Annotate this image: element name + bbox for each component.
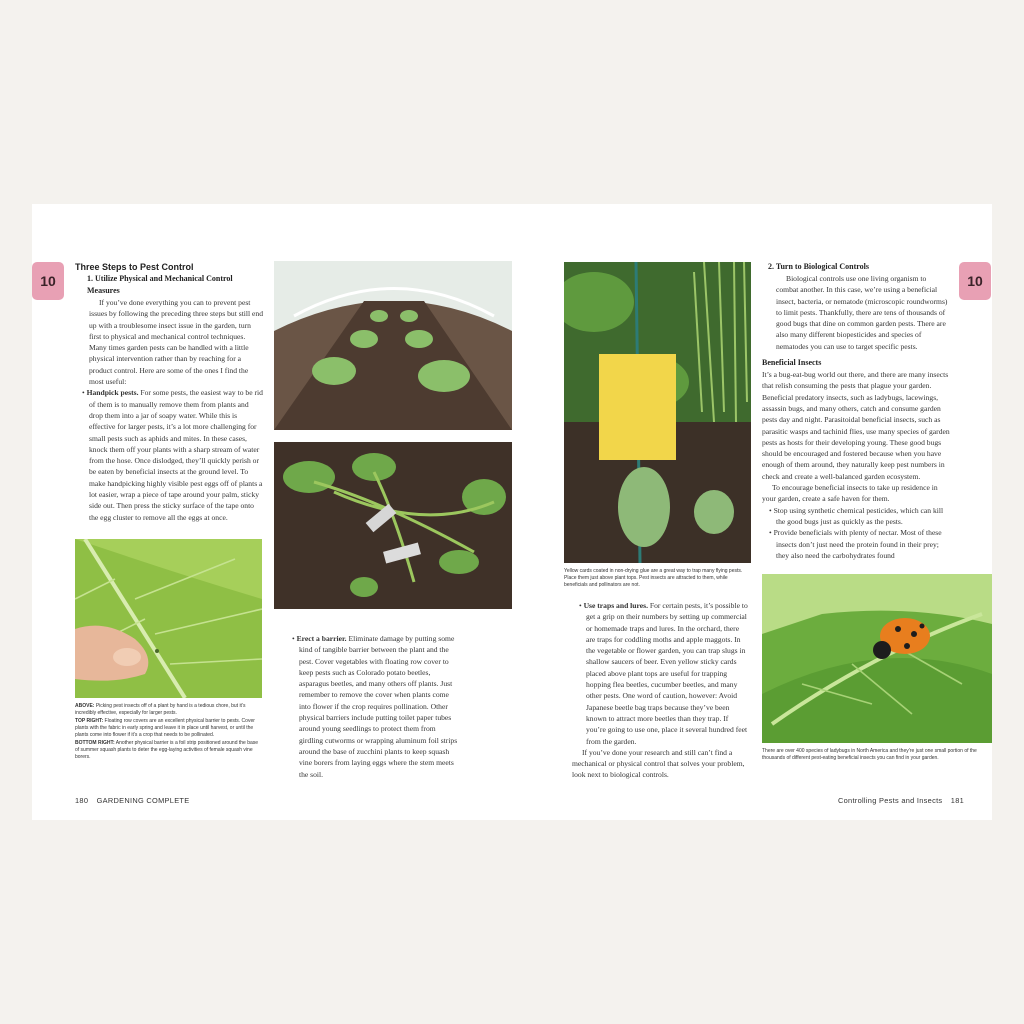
- ladybug-caption: There are over 400 species of ladybugs in North America and they’re just one small portion of the thousands of different pest-eating beneficial insects you can find in your garden.: [762, 748, 977, 761]
- caption-above: ABOVE: Picking pest insects off of a plant by hand is a tedious chore, but it’s incredibly effective, especially for larger pests.: [75, 703, 246, 716]
- barrier-item: • Erect a barrier. Eliminate damage by putting some kind of tangible barrier between the plant and the pest. Cover vegetables with floating row cover to keep pests such as Colorado potato beetles, asparagus beetles, and many others off plants. Just remember to remove the cover when plants come into flower if the crop requires pollination. Other physical barriers include putting toilet paper tubes around young seedlings to protect them from girdling cutworms or wrapping aluminum foil strips around the base of zucchini plants to keep squash vine borers from laying eggs where the stem meets the soil.: [292, 634, 458, 779]
- photo-sticky-card: [564, 262, 751, 563]
- section-title: Three Steps to Pest Control: [75, 262, 194, 272]
- handpick-body: For some pests, the easiest way to be rid of them is to manually remove them from plants and drop them into a jar of soapy water. While this is effective for larger pests, it’s a lot more challenging for small pests such as aphids and mites. In these cases, knock them off your plants with a sharp stream of water from the hose. Once dislodged, they’ll quickly perish or be eaten by beneficial insects at the ground level. To make handpicking highly visible pest eggs off of plants a lot easier, wrap a piece of tape around your palm, sticky side out. Then press the sticky surface of the tape onto the egg cluster to remove all the eggs at once.: [89, 388, 263, 522]
- traps-body: For certain pests, it’s possible to get a grip on their numbers by setting up commercial or homemade traps and lures. In the orchard, there are traps for coddling moths and apple maggots. In the vegetable or flower garden, you can trap slugs in shallow saucers of beer. Even yellow sticky cards placed above plant tops are useful for trapping hopping flea beetles, cucumber beetles, and many other pests. One word of caution, however: Avoid Japanese beetle bag traps because they’ve been known to attract more beetles than they trap. If you’re going to use one, place it several hundred feet from the garden.: [586, 601, 748, 746]
- right-folio: [838, 796, 964, 805]
- left-folio: [75, 796, 189, 805]
- right-column-1: [572, 600, 748, 781]
- chapter-tab-right: 10: [959, 262, 991, 300]
- beneficial-heading: Beneficial Insects: [762, 358, 822, 368]
- photo-handpicking: [75, 539, 262, 698]
- traps-item: • Use traps and lures. For certain pests, it’s possible to get a grip on their numbers by setting up commercial or homemade traps and lures. In the orchard, there are traps for coddling moths and apple maggots. In the vegetable or flower garden, you can trap slugs in shallow saucers of beer. Even yellow sticky cards placed above plant tops are useful for trapping hopping flea beetles, cucumber beetles, and many other pests. One word of caution, however: Avoid Japanese beetle bag traps because they’ve been known to attract more beetles than they trap. If you’re going to use one, place it several hundred feet from the garden.: [579, 601, 748, 746]
- sticky-card-caption: Yellow cards coated in non-drying glue are a great way to trap many flying pests. Place them just above plant tops. Pest insects are attracted to them, while beneficials and pollinators are not.: [564, 568, 743, 588]
- beneficial-body: It’s a bug-eat-bug world out there, and there are many insects that relish consuming the pests that plague your garden. Beneficial predatory insects, such as ladybugs, lacewings, assassin bugs, and many others, catch and consume garden pests day and night. Parasitoidal beneficial insects, such as parasitic wasps and tachinid flies, use many species of garden pests as hosts for their developing young. These good bugs should be encouraged and fostered because when you have enough of them around, they naturally keep pest numbers in check and create a well-balanced garden ecosystem.: [762, 370, 950, 481]
- bullet-1: • Stop using synthetic chemical pesticides, which can kill the good bugs just as quickly as the pests.: [769, 505, 944, 526]
- handpick-lead: Handpick pests.: [86, 388, 139, 398]
- left-text-column: [75, 261, 263, 523]
- caption-top-right: TOP RIGHT: Floating row covers are an excellent physical barrier to pests. Cover plants with the fabric in early spring and leave it in place until harvest, or until the plants come into flower if it’s a crop that needs to be pollinated.: [75, 718, 255, 738]
- right-running-head: Controlling Pests and Insects: [838, 796, 943, 805]
- step1-body: If you’ve done everything you can to prevent pest issues by following the preceding three steps but still end up with a troublesome insect issue in the garden, turn first to physical and mechanical control techniques. Many times garden pests can be handled with a little physical intervention rather than by reaching for a product control. Here are some of the ones I find the most useful:: [89, 298, 263, 387]
- traps-lead: Use traps and lures.: [583, 601, 648, 610]
- chapter-tab-left: 10: [32, 262, 64, 300]
- bullet-2: • Provide beneficials with plenty of nectar. Most of these insects don’t just need the protein found in their prey; they also need the carbohydrates found: [769, 528, 942, 560]
- caption-bottom-right: BOTTOM RIGHT: Another physical barrier is a foil strip positioned around the base of summer squash plants to deter the egg-laying activities of female squash vine borers.: [75, 740, 259, 760]
- left-page-number: 180: [75, 796, 89, 805]
- barrier-body: Eliminate damage by putting some kind of tangible barrier between the plant and the pest. Cover vegetables with floating row cover to keep pests such as Colorado potato beetles, asparagus beetles, and many others off plants. Just remember to remove the cover when plants come into flower if the crop requires pollination. Other physical barriers include putting toilet paper tubes around young seedlings to protect them from girdling cutworms or wrapping aluminum foil strips around the base of zucchini plants to keep squash vine borers from laying eggs where the stem meets the soil.: [299, 634, 458, 779]
- photo-row-cover: [274, 261, 512, 430]
- step1-heading: 1. Utilize Physical and Mechanical Control Measures: [87, 274, 233, 295]
- left-captions: [75, 703, 262, 762]
- left-column-2: [285, 633, 461, 780]
- step2-body: Biological controls use one living organism to combat another. In this case, we’re using a beneficial insect, bacteria, or nematode (microscopic roundworms) to limit pests. Thankfully, there are tens of thousands of good bugs that dine on common garden pests. There are also many different biopesticides and species of nematodes you can use to target specific pests.: [776, 274, 948, 351]
- right-column-2: [762, 261, 950, 561]
- photo-ladybug: [762, 574, 992, 743]
- barrier-lead: Erect a barrier.: [296, 634, 347, 643]
- step2-heading: 2. Turn to Biological Controls: [768, 262, 869, 271]
- handpick-item: • Handpick pests. For some pests, the easiest way to be rid of them is to manually remove them from plants and drop them into a jar of soapy water. While this is effective for larger pests, it’s a lot more challenging for small pests such as aphids and mites. In these cases, knock them off your plants with a sharp stream of water from the hose. Once dislodged, they’ll quickly perish or be eaten by beneficial insects at the ground level. To make handpicking highly visible pest eggs off of plants a lot easier, wrap a piece of tape around your palm, sticky side out. Then press the sticky surface of the tape onto the egg cluster to remove all the eggs at once.: [82, 388, 263, 522]
- traps-after: If you’ve done your research and still can’t find a mechanical or physical control that solves your problem, look next to biological controls.: [572, 747, 745, 780]
- right-page-number: 181: [950, 796, 965, 805]
- left-running-head: GARDENING COMPLETE: [96, 796, 190, 805]
- photo-foil-barrier: [274, 442, 512, 609]
- encourage-text: To encourage beneficial insects to take up residence in your garden, create a safe haven for them.: [762, 483, 938, 504]
